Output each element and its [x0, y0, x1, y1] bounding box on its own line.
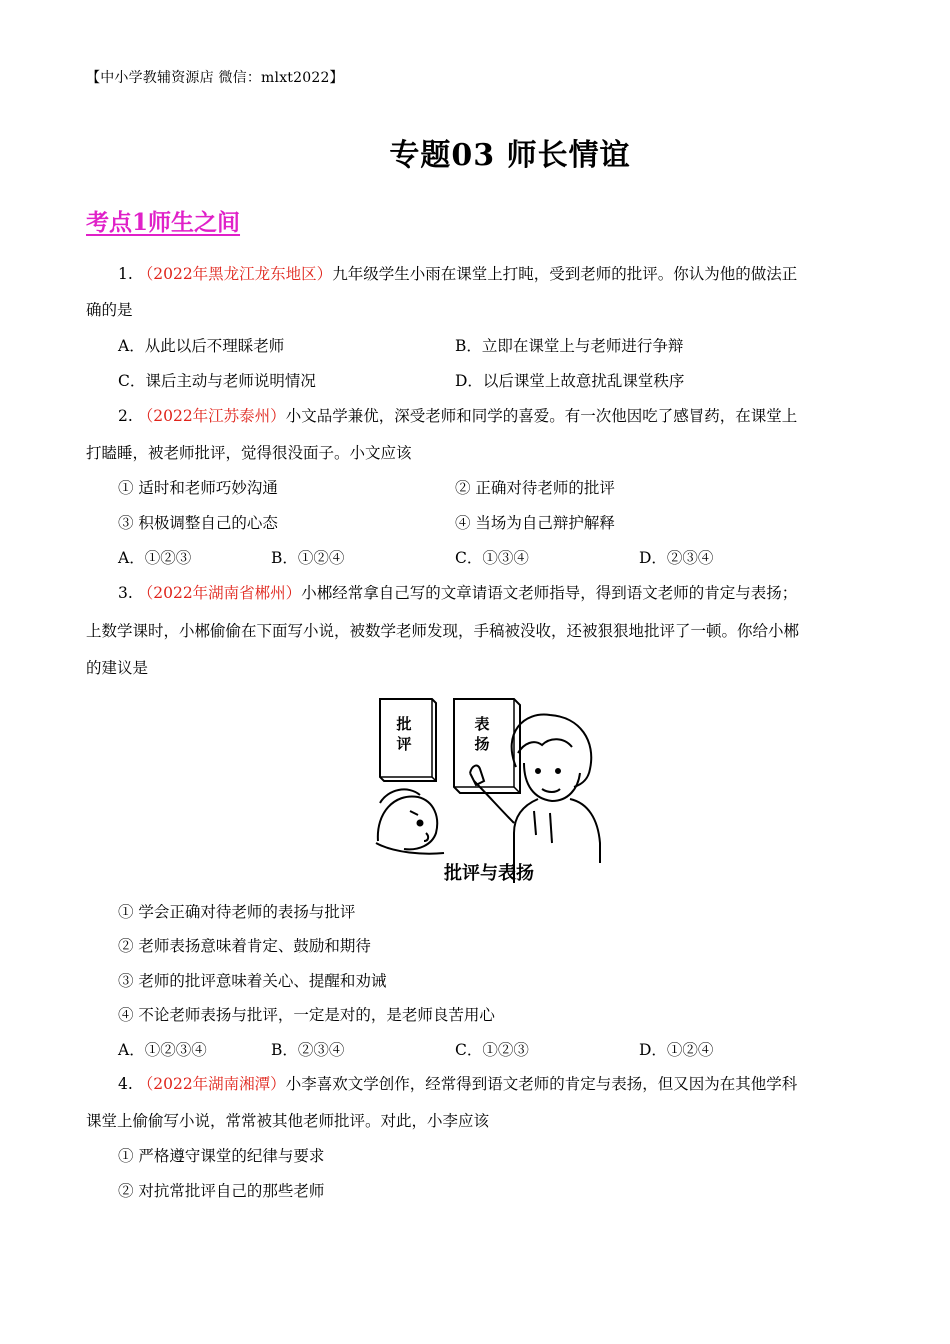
statement-item: ② 老师表扬意味着肯定、鼓励和期待: [118, 937, 371, 955]
question-3: [118, 583, 797, 603]
sad-student-icon: [376, 789, 444, 853]
statement-item: ③ 积极调整自己的心态: [118, 514, 278, 532]
question-2: [118, 406, 797, 426]
statement-item: ① 严格遵守课堂的纪律与要求: [118, 1147, 325, 1165]
question-number: 1.: [118, 265, 133, 283]
question-stem: 小郴经常拿自己写的文章请语文老师指导，得到语文老师的肯定与表扬；: [301, 584, 798, 602]
criticism-praise-illustration: [374, 693, 604, 883]
statement-item: ④ 不论老师表扬与批评，一定是对的，是老师良苦用心: [118, 1006, 495, 1024]
option-c[interactable]: C．①③④: [455, 549, 529, 567]
question-stem: 小李喜欢文学创作，经常得到语文老师的肯定与表扬，但又因为在其他学科: [285, 1075, 798, 1093]
book-praise-icon: [454, 699, 520, 793]
book-praise-char-2: 扬: [474, 735, 490, 753]
statement-item: ① 适时和老师巧妙沟通: [118, 479, 278, 497]
question-source: （2022年江苏泰州）: [137, 407, 286, 425]
section-heading: 考点1师生之间: [86, 209, 241, 236]
statement-item: ③ 老师的批评意味着关心、提醒和劝诫: [118, 972, 387, 990]
book-criticism-char-1: 批: [396, 715, 412, 733]
statement-item: ② 对抗常批评自己的那些老师: [118, 1182, 325, 1200]
question-stem-cont: 的建议是: [86, 659, 149, 677]
option-a[interactable]: A．从此以后不理睬老师: [118, 337, 285, 355]
question-stem-cont: 上数学课时，小郴偷偷在下面写小说，被数学老师发现，手稿被没收，还被狠狠地批评了一顿。你给小郴: [86, 622, 800, 640]
book-praise-char-1: 表: [474, 715, 490, 733]
option-c[interactable]: C．课后主动与老师说明情况: [118, 372, 316, 390]
statement-item: ① 学会正确对待老师的表扬与批评: [118, 903, 356, 921]
question-number: 4.: [118, 1075, 133, 1093]
question-source: （2022年黑龙江龙东地区）: [137, 265, 333, 283]
question-stem: 九年级学生小雨在课堂上打盹，受到老师的批评。你认为他的做法正: [332, 265, 798, 283]
option-d[interactable]: D．②③④: [639, 549, 714, 567]
question-stem-cont: 打瞌睡，被老师批评，觉得很没面子。小文应该: [86, 444, 412, 462]
book-criticism-char-2: 评: [396, 735, 412, 753]
option-b[interactable]: B．立即在课堂上与老师进行争辩: [455, 337, 684, 355]
option-c[interactable]: C．①②③: [455, 1041, 529, 1059]
question-source: （2022年湖南湘潭）: [137, 1075, 286, 1093]
option-b[interactable]: B．①②④: [271, 549, 345, 567]
question-1: [118, 264, 797, 284]
statement-item: ② 正确对待老师的批评: [455, 479, 615, 497]
question-number: 3.: [118, 584, 133, 602]
page-title: 专题03 师长情谊: [389, 138, 631, 173]
option-a[interactable]: A．①②③④: [118, 1041, 207, 1059]
question-stem: 小文品学兼优，深受老师和同学的喜爱。有一次他因吃了感冒药，在课堂上: [285, 407, 798, 425]
option-d[interactable]: D．①②④: [639, 1041, 714, 1059]
statement-item: ④ 当场为自己辩护解释: [455, 514, 615, 532]
question-number: 2.: [118, 407, 133, 425]
header-note: 【中小学教辅资源店 微信：mlxt2022】: [86, 70, 344, 86]
figure-caption: 批评与表扬: [444, 863, 534, 883]
book-criticism-icon: [380, 699, 436, 781]
question-stem-cont: 课堂上偷偷写小说，常常被其他老师批评。对此，小李应该: [86, 1112, 490, 1130]
question-stem-cont: 确的是: [86, 301, 133, 319]
option-d[interactable]: D．以后课堂上故意扰乱课堂秩序: [455, 372, 685, 390]
option-a[interactable]: A．①②③: [118, 549, 192, 567]
question-4: [118, 1074, 797, 1094]
option-b[interactable]: B．②③④: [271, 1041, 345, 1059]
question-source: （2022年湖南省郴州）: [137, 584, 302, 602]
